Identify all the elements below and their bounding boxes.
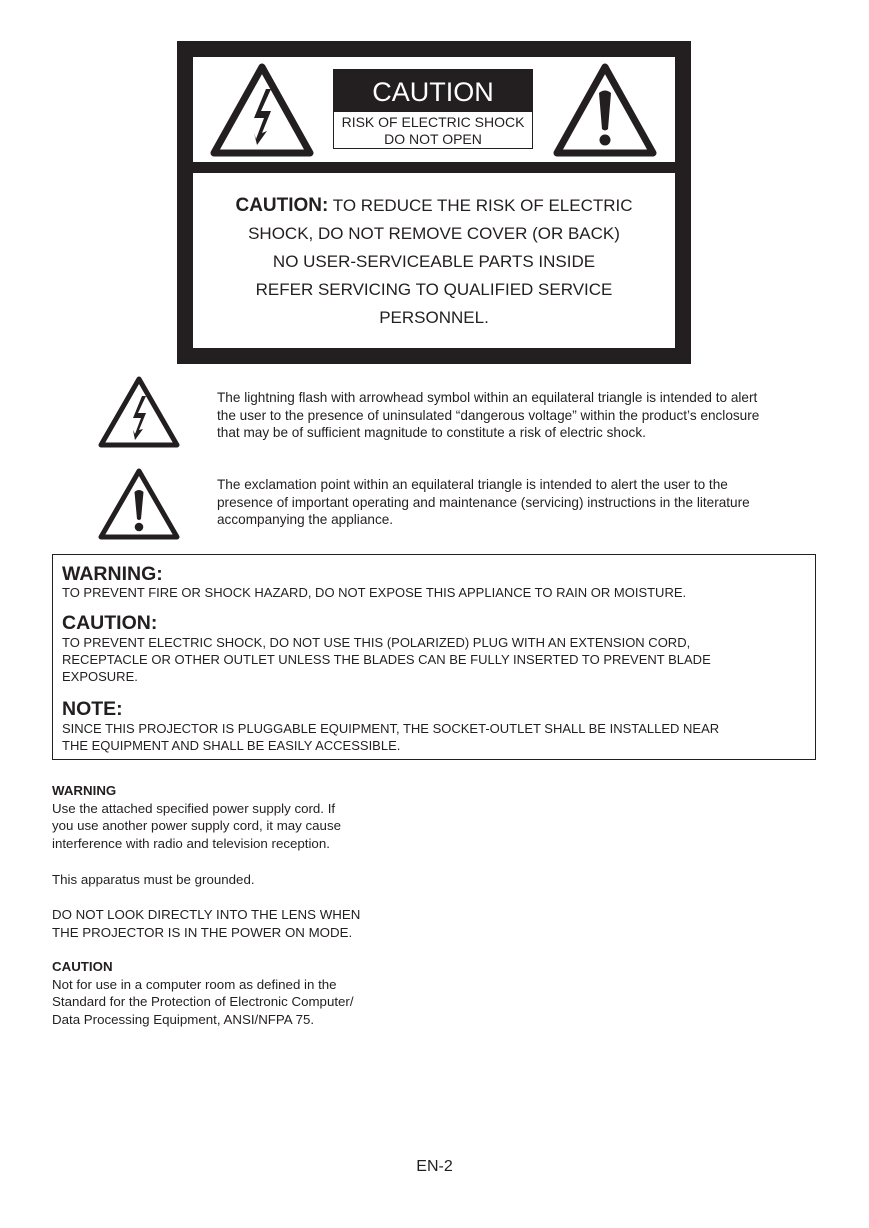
page-number: EN-2 — [416, 1158, 453, 1175]
note-text-line: SINCE THIS PROJECTOR IS PLUGGABLE EQUIPMENT, THE SOCKET-OUTLET SHALL BE INSTALLED NEAR — [62, 721, 720, 736]
lens-warning-line: THE PROJECTOR IS IN THE POWER ON MODE. — [52, 924, 353, 940]
note-text — [62, 720, 802, 754]
note-heading: NOTE: — [62, 698, 123, 720]
caution-label — [177, 41, 691, 364]
lens-warning-line: DO NOT LOOK DIRECTLY INTO THE LENS WHEN — [52, 907, 361, 922]
caution-main-line: REFER SERVICING TO QUALIFIED SERVICE — [255, 280, 613, 299]
caution-text-line: RECEPTACLE OR OTHER OUTLET UNLESS THE BLADES CAN BE FULLY INSERTED TO PREVENT BLADE — [62, 652, 711, 668]
caution-sub-line: RISK OF ELECTRIC SHOCK — [341, 114, 525, 130]
lens-warning — [52, 906, 412, 941]
symbol-text-line: accompanying the appliance. — [217, 512, 394, 527]
computer-room-caution-line: Data Processing Equipment, ANSI/NFPA 75. — [52, 1011, 315, 1027]
power-cord-warning-line: interference with radio and television reception. — [52, 835, 330, 851]
caution-text-line: TO PREVENT ELECTRIC SHOCK, DO NOT USE THIS (POLARIZED) PLUG WITH AN EXTENSION CORD, — [62, 635, 691, 650]
caution-label-header — [193, 57, 675, 162]
symbol-text-line: that may be of sufficient magnitude to constitute a risk of electric shock. — [217, 425, 646, 440]
caution-main-line: NO USER-SERVICEABLE PARTS INSIDE — [272, 252, 596, 271]
lightning-symbol-text — [217, 389, 817, 442]
caution-box-subtitle — [334, 114, 532, 148]
exclamation-triangle-icon — [98, 468, 180, 540]
caution-heading: CAUTION: — [62, 612, 158, 634]
symbol-text-line: presence of important operating and maintenance (servicing) instructions in the literature — [217, 494, 750, 510]
power-cord-warning — [52, 782, 412, 852]
symbol-text-line: The exclamation point within an equilateral triangle is intended to alert the user to the — [217, 477, 728, 492]
note-text-line: THE EQUIPMENT AND SHALL BE EASILY ACCESSIBLE. — [62, 738, 401, 754]
computer-room-caution-line: Not for use in a computer room as defined in the — [52, 976, 337, 992]
computer-room-caution-line: Standard for the Protection of Electronic Computer/ — [52, 994, 354, 1010]
computer-room-caution — [52, 958, 412, 1028]
warnings-box — [52, 554, 816, 760]
lightning-symbol-explanation — [98, 376, 818, 448]
power-cord-warning-line: Use the attached specified power supply cord. If — [52, 800, 336, 816]
warning-heading: WARNING: — [62, 563, 163, 585]
caution-box — [333, 69, 533, 149]
warning-text: TO PREVENT FIRE OR SHOCK HAZARD, DO NOT EXPOSE THIS APPLIANCE TO RAIN OR MOISTURE. — [62, 585, 687, 600]
power-cord-warning-heading: WARNING — [52, 783, 117, 798]
computer-room-caution-heading: CAUTION — [52, 959, 113, 974]
grounded-notice: This apparatus must be grounded. — [52, 872, 255, 887]
symbol-text-line: The lightning flash with arrowhead symbol within an equilateral triangle is intended to alert — [217, 390, 758, 405]
exclamation-symbol-text — [217, 476, 817, 529]
symbol-text-line: the user to the presence of uninsulated “dangerous voltage” within the product’s enclosure — [217, 407, 760, 423]
caution-text — [62, 634, 802, 686]
caution-main-line: TO REDUCE THE RISK OF ELECTRIC — [332, 196, 633, 215]
caution-main-lead: CAUTION: — [235, 195, 329, 216]
caution-text-line: EXPOSURE. — [62, 669, 138, 685]
power-cord-warning-line: you use another power supply cord, it may cause — [52, 818, 341, 834]
lightning-triangle-icon — [210, 63, 314, 157]
exclamation-symbol-explanation — [98, 468, 818, 540]
caution-main-line: SHOCK, DO NOT REMOVE COVER (OR BACK) — [248, 224, 620, 243]
caution-box-title: CAUTION — [334, 70, 532, 112]
caution-label-body — [193, 173, 675, 348]
caution-main-text — [193, 192, 675, 332]
caution-sub-line: DO NOT OPEN — [384, 131, 482, 147]
lightning-triangle-icon — [98, 376, 180, 448]
caution-main-line: PERSONNEL. — [379, 308, 489, 327]
exclamation-triangle-icon — [553, 63, 657, 157]
